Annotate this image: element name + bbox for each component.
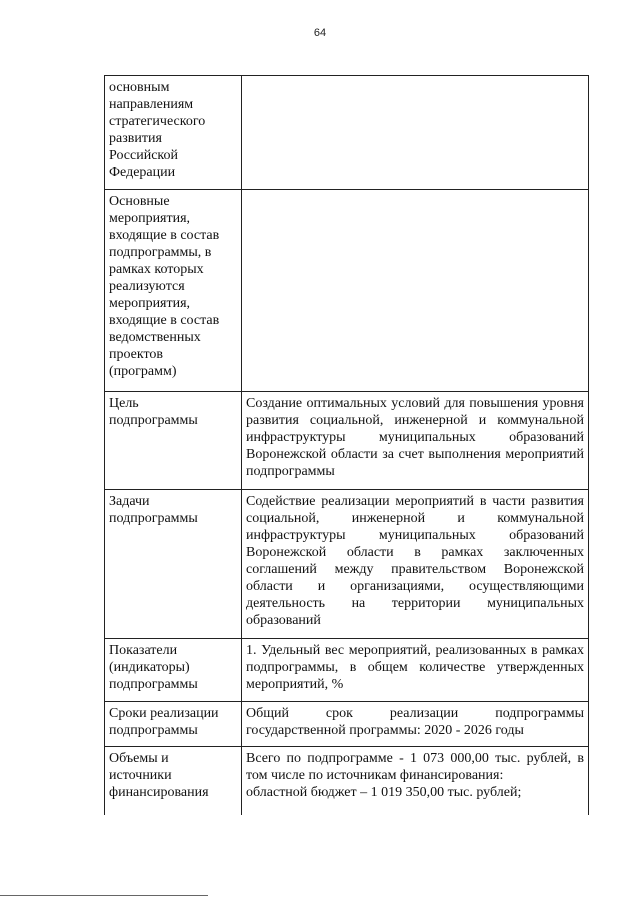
row-value-timeline: Общий срок реализации подпрограммы государственной программы: 2020 - 2026 годы — [242, 702, 589, 747]
row-label-timeline: Сроки реализации подпрограммы — [105, 702, 242, 747]
row-label-indicators: Показатели (индикаторы) подпрограммы — [105, 639, 242, 702]
row-label-strategic-directions: основным направлениям стратегического развития Российской Федерации — [105, 76, 242, 190]
row-label-goal: Цель подпрограммы — [105, 392, 242, 490]
table-row — [105, 76, 589, 190]
row-value-indicators: 1. Удельный вес мероприятий, реализованных в рамках подпрограммы, в общем количестве утвержденных мероприятий, % — [242, 639, 589, 702]
row-value-tasks: Содействие реализации мероприятий в части развития социальной, инженерной и коммунальной инфраструктуры муниципальных образований Воронежской области в рамках заключенных соглашений между правительством Воронежской области и организациями, осуществляющими деятельность на территории муниципальных образований — [242, 490, 589, 639]
row-label-tasks: Задачи подпрограммы — [105, 490, 242, 639]
table-row — [105, 702, 589, 747]
row-label-main-activities: Основные мероприятия, входящие в состав подпрограммы, в рамках которых реализуются мероприятия, входящие в состав ведомственных проектов (программ) — [105, 190, 242, 392]
row-value-goal: Создание оптимальных условий для повышения уровня развития социальной, инженерной и коммунальной инфраструктуры муниципальных образований Воронежской области за счет выполнения мероприятий подпрограммы — [242, 392, 589, 490]
page-number: 64 — [313, 27, 327, 39]
row-value-financing: Всего по подпрограмме - 1 073 000,00 тыс. рублей, в том числе по источникам финансирования: областной бюджет – 1 019 350,00 тыс. рублей; — [242, 747, 589, 815]
table-row — [105, 190, 589, 392]
footer-divider — [0, 895, 208, 896]
table-row — [105, 639, 589, 702]
table-row — [105, 490, 589, 639]
subprogram-passport-table — [104, 75, 589, 815]
row-value-strategic-directions — [242, 76, 589, 190]
table-row — [105, 392, 589, 490]
row-label-financing: Объемы и источники финансирования — [105, 747, 242, 815]
table-row — [105, 747, 589, 815]
row-value-main-activities — [242, 190, 589, 392]
